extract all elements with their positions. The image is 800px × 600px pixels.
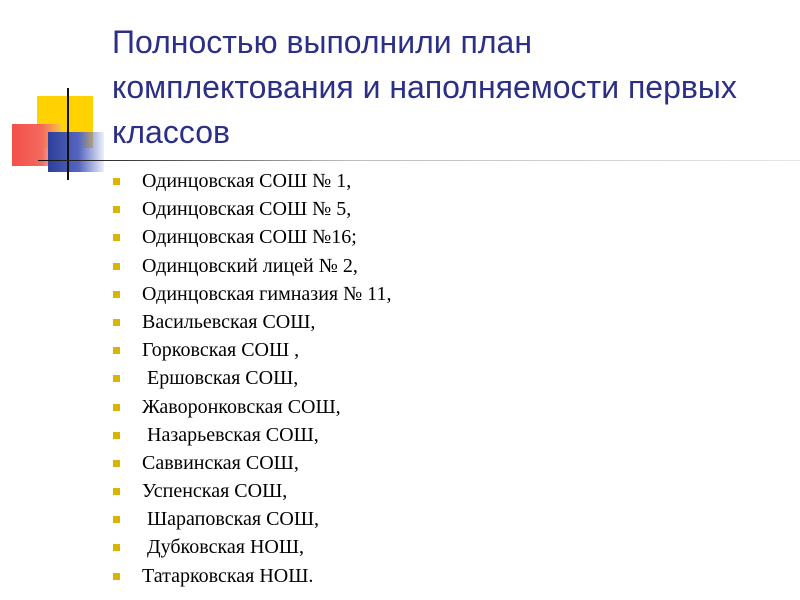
list-item-label: Татарковская НОШ.	[142, 564, 314, 587]
list-item-label: Одинцовская СОШ №16;	[142, 226, 357, 249]
list-item	[113, 477, 391, 505]
list-item	[113, 280, 391, 308]
list-item	[113, 364, 391, 392]
square-bullet-icon	[113, 375, 120, 382]
list-item	[113, 308, 391, 336]
list-item-label: Одинцовский лицей № 2,	[142, 254, 358, 277]
list-item	[113, 336, 391, 364]
list-item-label: Саввинская СОШ,	[142, 451, 299, 474]
square-bullet-icon	[113, 234, 120, 241]
square-bullet-icon	[113, 460, 120, 467]
list-item-label: Одинцовская гимназия № 11,	[142, 282, 392, 305]
list-item	[113, 195, 391, 223]
list-item-label: Назарьевская СОШ,	[142, 423, 319, 446]
list-item	[113, 562, 391, 590]
list-item-label: Жаворонковская СОШ,	[142, 395, 341, 418]
list-item	[113, 533, 391, 561]
square-bullet-icon	[113, 544, 120, 551]
decor-blue-square	[48, 132, 104, 172]
list-item-label: Васильевская СОШ,	[142, 310, 316, 333]
square-bullet-icon	[113, 263, 120, 270]
square-bullet-icon	[113, 347, 120, 354]
list-item-label: Успенская СОШ,	[142, 480, 288, 503]
list-item	[113, 505, 391, 533]
list-item	[113, 421, 391, 449]
list-item-label: Шараповская СОШ,	[142, 508, 320, 531]
square-bullet-icon	[113, 206, 120, 213]
square-bullet-icon	[113, 488, 120, 495]
list-item	[113, 393, 391, 421]
list-item-label: Одинцовская СОШ № 1,	[142, 170, 352, 192]
list-item	[113, 252, 391, 280]
list-item-label: Дубковская НОШ,	[142, 536, 305, 559]
list-item-label: Горковская СОШ ,	[142, 339, 300, 362]
square-bullet-icon	[113, 319, 120, 326]
school-list	[113, 167, 391, 590]
list-item-label: Одинцовская СОШ № 5,	[142, 198, 352, 221]
list-item	[113, 449, 391, 477]
decor-horizontal-line	[38, 160, 800, 161]
list-item-label: Ершовская СОШ,	[142, 367, 299, 390]
slide-title: Полностью выполнили план комплектования и наполняемости первых классов	[112, 24, 737, 150]
square-bullet-icon	[113, 516, 120, 523]
square-bullet-icon	[113, 432, 120, 439]
square-bullet-icon	[113, 404, 120, 411]
square-bullet-icon	[113, 573, 120, 580]
list-item	[113, 223, 391, 251]
list-item	[113, 167, 391, 195]
square-bullet-icon	[113, 291, 120, 298]
decor-vertical-line	[67, 88, 69, 180]
square-bullet-icon	[113, 178, 120, 185]
